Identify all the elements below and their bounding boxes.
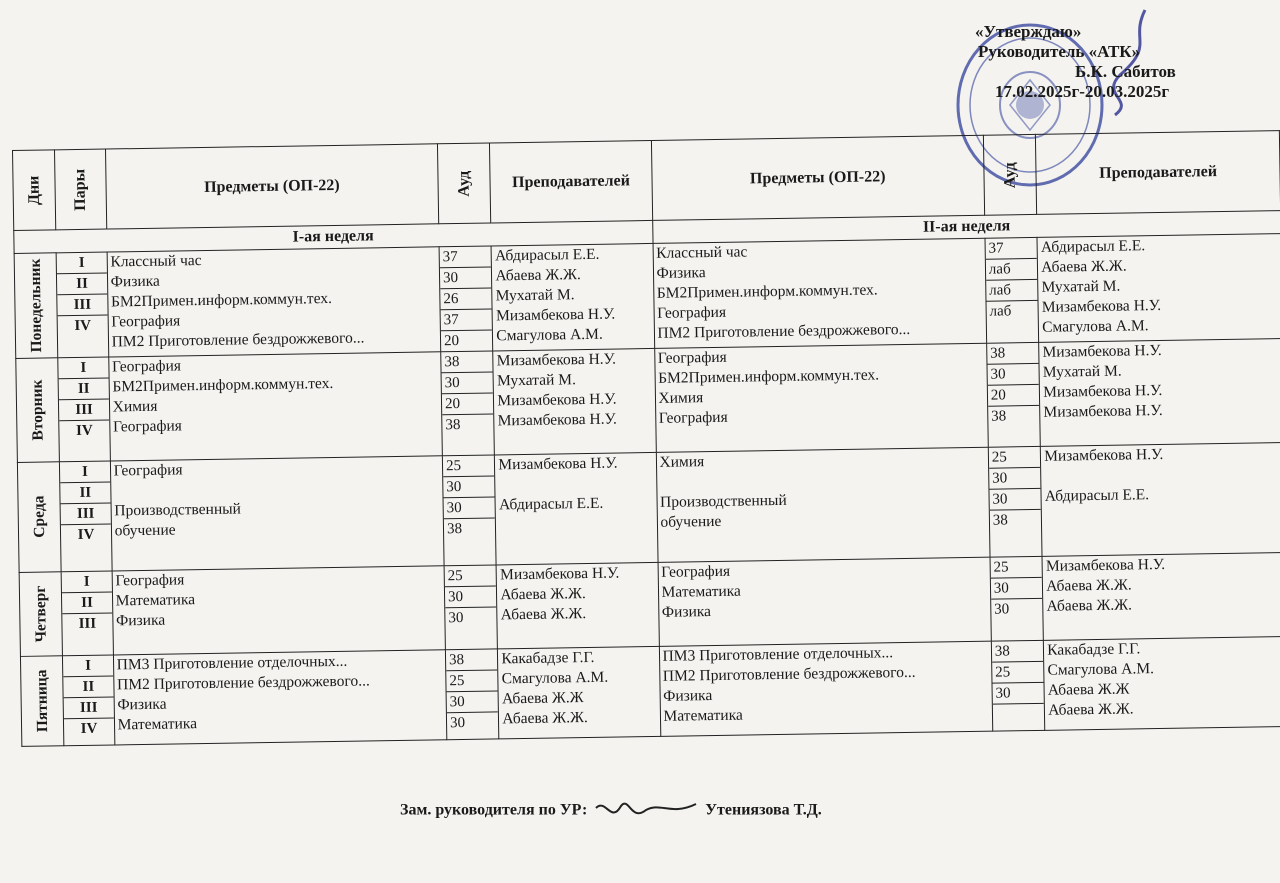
week1-subjects-cell [112,566,446,655]
day-row [17,443,1280,573]
room-number: 38 [446,649,498,671]
room-number: 38 [992,641,1044,663]
week2-subjects-line: Производственный [659,491,787,511]
pair-number: III [61,504,111,526]
week-1-label: I-ая неделя [14,220,653,253]
week1-subjects-line: География [112,417,183,436]
week2-teachers-line: Абаева Ж.Ж. [1046,596,1133,615]
header-pair: Пары [55,149,107,230]
room-number: 38 [987,343,1039,365]
header-teachers-1: Преподавателей [490,140,652,223]
week1-rooms-cell [442,455,496,566]
week1-subjects-line: обучение [114,521,176,540]
approval-block [950,22,1270,132]
week2-subjects-cell [656,447,990,562]
week1-teachers-line: Абаева Ж.Ж. [502,709,588,728]
week1-teachers-line: Мизамбекова Н.У. [495,305,616,325]
room-number: 25 [445,565,497,587]
footer-signature-line [400,796,822,826]
week1-teachers-cell [493,348,656,455]
header-teachers-2: Преподавателей [1036,131,1280,215]
week1-teachers-cell [496,562,658,649]
room-number: 30 [445,586,497,608]
week1-subjects-line: География [113,461,183,480]
week1-teachers-line: Мухатай М. [496,371,577,390]
room-number: 30 [989,468,1041,490]
week1-teachers-line: Какабадзе Г.Г. [501,648,595,668]
week1-subjects-line: Математика [117,715,198,734]
week2-teachers-line: Мухатай М. [1041,277,1121,296]
day-name: Вторник [28,379,47,441]
week1-subjects-cell [113,650,447,745]
pairs-cell [56,252,108,358]
week1-teachers-line: Мизамбекова Н.У. [496,350,617,370]
header-day: Дни [13,150,57,231]
week2-teachers-line: Смагулова А.М. [1047,660,1155,679]
room-number: 37 [440,246,492,268]
day-name-cell [16,358,60,463]
week1-subjects-line: Производственный [114,500,242,520]
deputy-signature [591,796,701,826]
room-number: лаб [986,259,1038,281]
day-row [20,637,1280,747]
week1-teachers-line [499,473,653,495]
room-number: 38 [441,351,493,373]
week1-teachers-line: Абаева Ж.Ж [501,689,584,708]
pair-number: I [62,571,112,593]
room-number: 30 [443,476,495,498]
week1-teachers-line: Мухатай М. [495,286,575,305]
week2-teachers-cell [1044,637,1280,731]
week1-rooms-cell [441,351,495,456]
week2-teachers-line: Абаева Ж.Ж. [1041,257,1127,276]
room-number: 38 [992,512,1008,529]
room-number: 30 [444,497,496,519]
pair-number: II [59,379,109,401]
week2-subjects-line: Классный час [656,243,748,262]
week2-teachers-cell [1037,234,1280,343]
header-subjects-2: Предметы (ОП-22) [651,135,985,220]
week2-subjects-cell [659,641,993,736]
week1-teachers-cell [495,452,658,565]
week1-teachers-line: Смагулова А.М. [496,325,603,345]
pair-number: II [61,483,111,505]
week2-teachers-line: Какабадзе Г.Г. [1047,640,1141,659]
day-name: Понедельник [26,258,45,353]
room-number: 20 [442,393,494,415]
room-number: 37 [985,238,1037,260]
room-number: лаб [989,303,1012,320]
week2-teachers-line: Мизамбекова Н.У. [1043,381,1163,401]
pair-number: IV [77,526,95,544]
week2-teachers-line: Смагулова А.М. [1041,317,1149,336]
room-number: 26 [440,288,492,310]
week2-subjects-line: География [661,562,731,581]
pair-number: I [60,462,110,484]
week1-subjects-line: Математика [115,591,196,610]
week1-subjects-cell [110,456,444,571]
week2-subjects-line: Физика [656,264,706,282]
week2-subjects-line: ПМ3 Приготовление отделочных... [662,644,894,665]
day-name-cell [14,253,58,359]
week2-subjects-line: География [658,408,728,427]
week2-teachers-line: Мизамбекова Н.У. [1041,296,1162,316]
room-number: 20 [443,333,460,350]
room-number: 30 [442,372,494,394]
week2-teachers-line: Мизамбекова Н.У. [1044,445,1164,465]
week2-teachers-line [1045,503,1280,527]
day-name-cell [19,572,63,657]
header-room-1: Ауд [437,143,491,224]
footer-label: Зам. руководителя по УР: [400,801,588,819]
week2-rooms-cell [985,237,1039,343]
week1-teachers-line: Абаева Ж.Ж. [500,605,587,624]
week2-teachers-line: Абаева Ж.Ж. [1046,576,1132,595]
week1-subjects-line: ПМ2 Приготовление бездрожжевого... [111,329,365,351]
pair-number: III [64,697,114,719]
header-room-2: Ауд [983,134,1037,215]
week1-subjects-line: География [115,571,185,590]
room-number: 25 [446,670,498,692]
days-body [14,234,1280,747]
room-number: 30 [449,714,466,732]
week2-subjects-line: ПМ2 Приготовление бездрожжевого... [657,320,911,342]
week2-subjects-line: География [657,348,727,367]
week1-teachers-line: Абаева Ж.Ж. [500,585,586,604]
week1-subjects-line: Классный час [110,252,202,271]
week1-subjects-line: ПМ2 Приготовление бездрожжевого... [116,672,370,694]
week2-subjects-line: Математика [661,582,741,601]
week1-teachers-line: Смагулова А.М. [501,668,609,688]
week1-subjects-line: География [111,357,182,376]
pair-number: III [78,615,97,633]
week1-subjects-cell [108,352,442,461]
room-number: 30 [994,601,1010,618]
week1-rooms-cell [444,565,498,650]
week1-subjects-line: География [111,312,181,331]
pair-number: IV [75,422,93,440]
week2-subjects-line: БМ2Примен.информ.коммун.тех. [658,366,880,387]
week1-teachers-line [499,513,653,535]
pair-number: IV [74,317,92,335]
week1-subjects-line: Физика [115,611,166,630]
day-name-cell [20,656,64,747]
week1-subjects-cell [107,247,441,357]
week1-teachers-cell [491,243,654,351]
room-number: 30 [447,691,499,713]
week1-teachers-line: Абаева Ж.Ж. [495,266,581,285]
week1-teachers-line: Мизамбекова Н.У. [498,454,618,474]
week2-teachers-line: Абаева Ж.Ж. [1048,700,1134,719]
room-number: 38 [991,408,1007,425]
week2-teachers-line: Абаева Ж.Ж [1047,680,1130,699]
room-number: 25 [992,662,1044,684]
pair-number: I [63,655,113,677]
room-number: 37 [441,309,493,331]
week2-subjects-line: Математика [663,706,743,725]
week1-teachers-line: Мизамбекова Н.У. [499,564,620,584]
week2-teachers-cell [1041,443,1280,557]
week1-teachers-line: Мизамбекова Н.У. [497,390,617,410]
week2-subjects-line: Химия [659,453,705,471]
day-row [16,339,1280,463]
week2-teachers-line: Мизамбекова Н.У. [1043,401,1163,421]
day-name: Среда [30,495,48,539]
room-number: 30 [991,578,1043,600]
week1-subjects-line: Физика [117,695,167,714]
week2-teachers-line: Абдирасыл Е.Е. [1040,237,1146,256]
day-row [14,234,1280,359]
week2-subjects-cell [658,557,992,646]
pair-number: I [59,358,109,380]
approval-line-3: Б.К. Сабитов [1075,62,1176,81]
pair-number: III [58,295,108,317]
room-number: 30 [992,683,1044,705]
week2-rooms-cell [990,556,1044,641]
approval-line-4: 17.02.2025г-20.03.2025г [995,82,1170,101]
week2-teachers-cell [1039,339,1280,447]
week2-subjects-line: ПМ2 Приготовление бездрожжевого... [662,663,916,685]
week2-subjects-line: Химия [658,389,704,407]
week1-rooms-cell [439,246,493,352]
week2-subjects-cell [653,238,987,348]
room-number [993,704,1045,725]
week1-teachers-line: Абдирасыл Е.Е. [494,245,600,265]
week2-teachers-line: Абдирасыл Е.Е. [1044,486,1150,505]
pair-number: III [59,400,109,422]
week1-subjects-line: БМ2Примен.информ.коммун.тех. [112,374,334,396]
header-subjects-1: Предметы (ОП-22) [105,144,439,229]
pair-number: II [64,676,114,698]
week2-rooms-cell [988,446,1042,557]
week2-teachers-line: Мизамбекова Н.У. [1042,341,1162,361]
room-number: лаб [986,280,1038,302]
week1-teachers-cell [498,646,661,739]
week1-rooms-cell [445,649,499,740]
week1-teachers-line: Мизамбекова Н.У. [497,410,617,430]
pair-number: I [57,253,107,275]
week2-teachers-line: Мизамбекова Н.У. [1045,555,1166,575]
pair-number: IV [80,720,98,737]
week2-subjects-line: Физика [663,687,713,705]
room-number: 25 [443,455,495,477]
week2-subjects-line: обучение [660,512,722,531]
room-number: 30 [989,489,1041,511]
week2-subjects-line: Физика [661,603,712,621]
room-number: 25 [990,557,1042,579]
week2-subjects-line: БМ2Примен.информ.коммун.тех. [656,281,878,302]
pairs-cell [61,571,113,656]
day-name: Пятница [32,669,51,733]
day-name: Четверг [31,585,50,643]
week1-subjects-line: БМ2Примен.информ.коммун.тех. [110,289,333,311]
pairs-cell [63,655,115,746]
week2-subjects-cell [654,343,988,452]
footer-name: Утениязова Т.Д. [705,801,822,819]
week1-teachers-line: Абдирасыл Е.Е. [498,494,604,514]
week2-teachers-line: Мухатай М. [1042,362,1122,381]
pair-number: II [62,592,112,614]
room-number: 38 [445,416,461,434]
room-number: 30 [448,609,464,627]
room-number: 30 [987,364,1039,386]
week2-rooms-cell [991,640,1045,731]
week2-teachers-cell [1042,553,1280,641]
approval-line-2: Руководитель «АТК» [978,42,1141,61]
week1-subjects-line: Химия [112,397,158,416]
week2-rooms-cell [987,342,1041,447]
room-number: 20 [988,385,1040,407]
pairs-cell [58,357,110,462]
week1-subjects-line: ПМ3 Приготовление отделочных... [116,652,348,674]
room-number: 30 [440,267,492,289]
week1-subjects-line: Физика [110,272,160,291]
approval-line-1: «Утверждаю» [975,22,1082,41]
schedule-table [12,130,1280,747]
pairs-cell [60,461,112,572]
week-2-label: II-ая неделя [652,211,1280,244]
room-number: 25 [989,447,1041,469]
pair-number: II [57,274,107,296]
week2-subjects-line: География [657,303,727,322]
room-number: 38 [446,520,463,538]
day-name-cell [17,462,61,573]
